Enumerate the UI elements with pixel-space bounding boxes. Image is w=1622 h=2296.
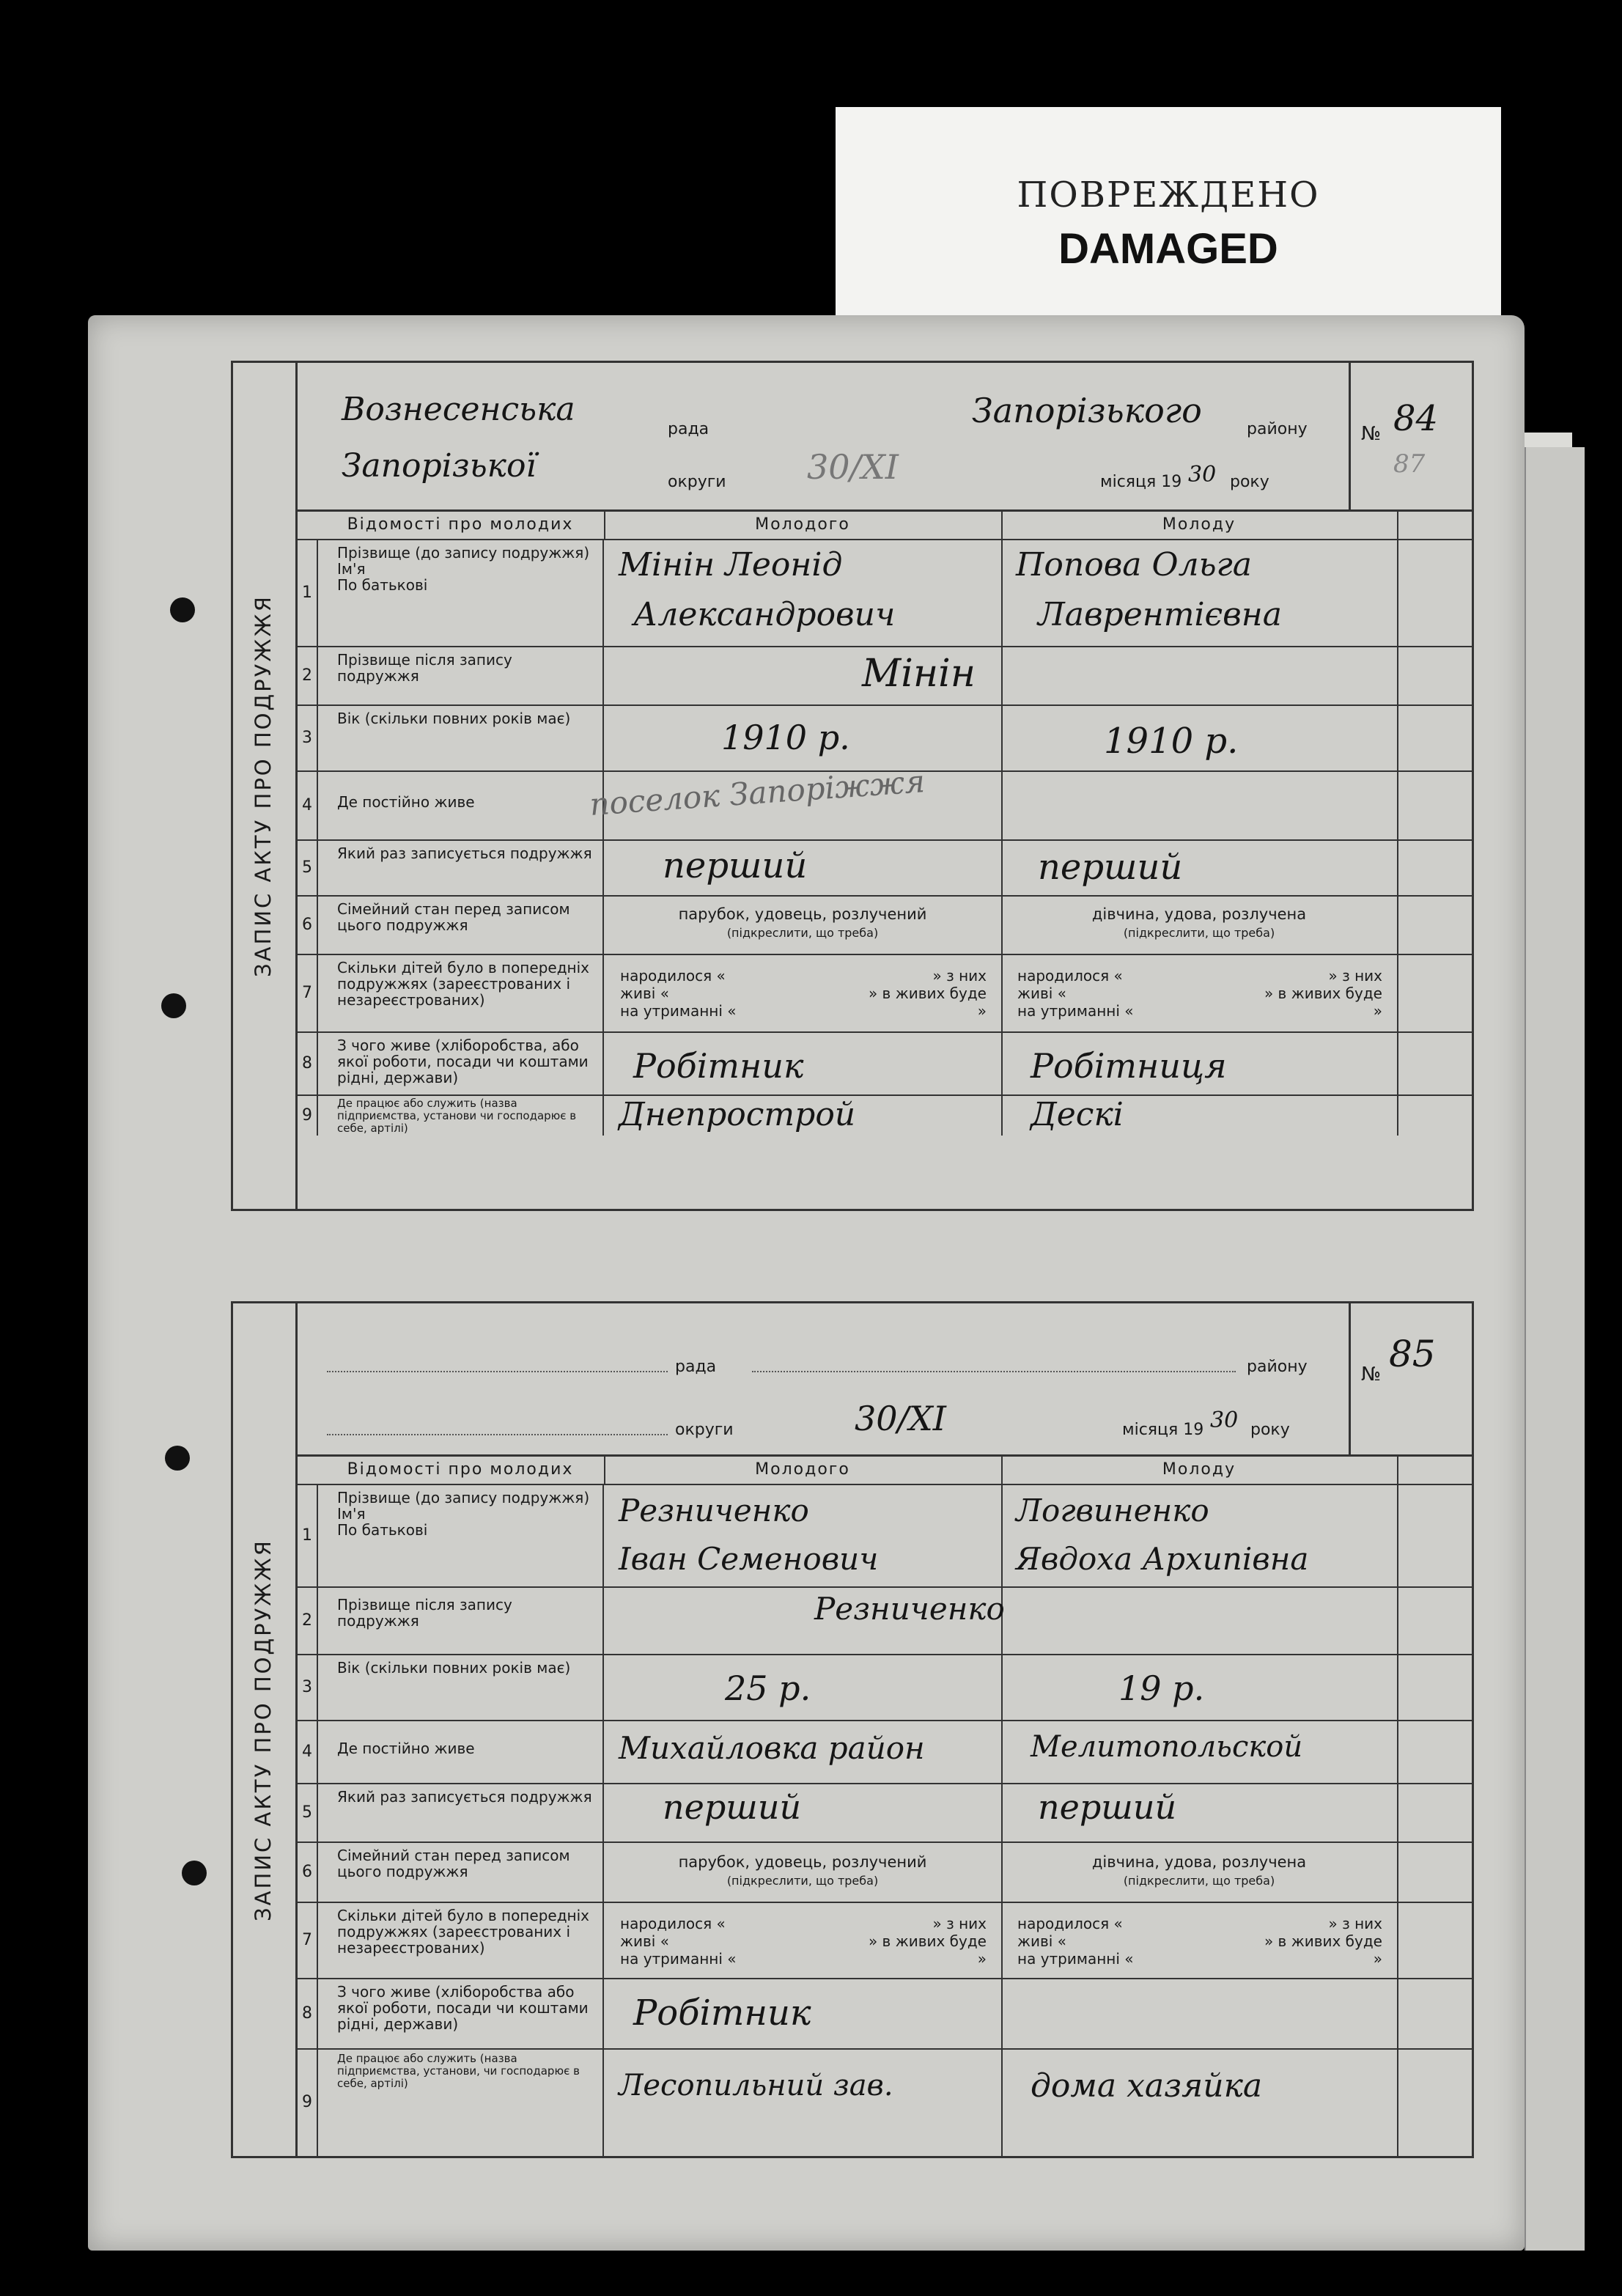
groom-name-line-1: Мінін Леонід — [619, 546, 843, 584]
row-question: Де працює або служить (назва підприємства, установи, чи господарює в себе, артілі) — [317, 2048, 604, 2156]
record-date: 30/XI — [807, 447, 899, 487]
groom-cell — [604, 895, 1003, 954]
groom-cell — [604, 704, 1003, 770]
bride-cell — [1001, 1094, 1398, 1136]
bride-times: перший — [1038, 1787, 1177, 1827]
record-side-title: ЗАПИС АКТУ ПРО ПОДРУЖЖЯ — [231, 363, 298, 1209]
bride-cell — [1001, 539, 1398, 646]
residence-bride: Мелитопольской — [1031, 1730, 1303, 1764]
record-header — [298, 363, 1472, 512]
bride-children-line: живі « » в живих буде — [1017, 1932, 1382, 1950]
row-question: Прізвище (до запису подружжя) Ім'я По батькові — [317, 539, 604, 646]
table-row — [298, 1484, 1472, 1588]
row-number: 1 — [298, 1484, 318, 1586]
row-question: Де працює або служить (назва підприємства, установи чи господарює в себе, артілі) — [317, 1094, 604, 1136]
year-suffix: 30 — [1188, 462, 1217, 487]
record-table — [298, 1454, 1472, 2156]
extra-cell — [1397, 770, 1472, 839]
extra-cell — [1397, 1094, 1472, 1136]
col-groom-header: Молодого — [604, 1454, 1003, 1484]
row-number: 7 — [298, 954, 318, 1031]
groom-name-line-2: Александрович — [633, 596, 896, 633]
groom-marital-options: парубок, удовець, розлучений — [678, 1853, 927, 1871]
groom-cell — [604, 1978, 1003, 2048]
row-number: 5 — [298, 839, 318, 895]
groom-cell — [604, 839, 1003, 895]
okruha-blank — [327, 1434, 668, 1435]
bride-cell — [1001, 704, 1398, 770]
bride-cell — [1001, 1484, 1398, 1586]
bride-marital-options: дівчина, удова, розлучена — [1091, 1853, 1307, 1871]
bride-cell — [1001, 2048, 1398, 2156]
marriage-record-85 — [231, 1301, 1474, 2158]
record-number-mark: 87 — [1393, 449, 1426, 479]
table-row — [298, 1841, 1472, 1903]
bride-cell — [1001, 646, 1398, 704]
row-question: Вік (скільки повних років має) — [317, 704, 604, 770]
table-row — [298, 1586, 1472, 1655]
table-row — [298, 1720, 1472, 1784]
residence-groom: Михайловка район — [619, 1730, 925, 1766]
groom-cell — [604, 1654, 1003, 1720]
row-question: Сімейний стан перед записом цього подружжя — [317, 1841, 604, 1902]
groom-workplace: Лесопильний зав. — [619, 2069, 893, 2102]
col-bride-header: Молоду — [1001, 509, 1398, 539]
raion-name: Запорізького — [972, 391, 1202, 430]
row-number: 2 — [298, 1586, 318, 1654]
groom-children-line: народилося « » з них — [620, 967, 987, 985]
row-number: 3 — [298, 704, 318, 770]
groom-marital-options: парубок, удовець, розлучений — [678, 905, 927, 923]
year-suffix: 30 — [1210, 1408, 1239, 1433]
groom-cell — [604, 1783, 1003, 1841]
label-line-1: ПОВРЕЖДЕНО — [1017, 174, 1320, 216]
bride-age: 19 р. — [1118, 1668, 1205, 1708]
groom-living: Робітник — [633, 1046, 804, 1086]
col-groom-header: Молодого — [604, 509, 1003, 539]
groom-cell — [588, 763, 1003, 839]
row-question: Де постійно живе — [317, 1720, 604, 1783]
groom-cell — [604, 1031, 1003, 1094]
extra-cell — [1397, 1031, 1472, 1094]
table-header-row — [298, 1454, 1472, 1485]
groom-cell — [604, 1720, 1003, 1783]
record-number-box — [1349, 1303, 1472, 1454]
groom-cell — [604, 1484, 1003, 1586]
row-number: 3 — [298, 1654, 318, 1720]
bride-cell — [1001, 1654, 1398, 1720]
groom-times: перший — [663, 1787, 802, 1827]
extra-cell — [1397, 954, 1472, 1031]
row-number: 8 — [298, 1031, 318, 1094]
table-row — [298, 2048, 1472, 2156]
bride-cell — [1001, 839, 1398, 895]
row-question: Скільки дітей було в попередніх подружжях (зареєстрованих і незареєстрованих) — [317, 954, 604, 1031]
raion-label: району — [1247, 420, 1308, 438]
bride-children-line: народилося « » з них — [1017, 967, 1382, 985]
extra-cell — [1397, 1654, 1472, 1720]
row-question: Який раз записується подружжя — [317, 1783, 604, 1841]
punch-hole — [165, 1446, 190, 1471]
underline-note: (підкреслити, що треба) — [1123, 926, 1275, 940]
groom-cell — [604, 1094, 1003, 1136]
row-question: Прізвище (до запису подружжя) Ім'я По батькові — [317, 1484, 604, 1586]
rada-name: Вознесенська — [342, 391, 575, 428]
col-bride-header: Молоду — [1001, 1454, 1398, 1484]
row-number: 6 — [298, 895, 318, 954]
table-row — [298, 839, 1472, 897]
groom-cell — [604, 1902, 1003, 1978]
record-number-box — [1349, 363, 1472, 509]
extra-cell — [1397, 539, 1472, 646]
record-header — [298, 1303, 1472, 1457]
groom-name-line-2: Іван Семенович — [619, 1541, 879, 1577]
groom-times: перший — [663, 845, 808, 886]
row-question: З чого живе (хліборобства або якої роботи, посади чи коштами рідні, держави) — [317, 1978, 604, 2048]
row-question: Вік (скільки повних років має) — [317, 1654, 604, 1720]
extra-cell — [1397, 1841, 1472, 1902]
row-question: З чого живе (хліборобства, або якої роботи, посади чи коштами рідні, держави) — [317, 1031, 604, 1094]
row-number: 4 — [298, 770, 318, 839]
bride-cell — [1001, 1031, 1398, 1094]
bride-children-line: на утриманні « » — [1017, 1950, 1382, 1968]
bride-workplace: Дескі — [1031, 1096, 1124, 1133]
row-question: Скільки дітей було в попередніх подружжях (зареєстрованих і незареєстрованих) — [317, 1902, 604, 1978]
table-row — [298, 704, 1472, 772]
table-row — [298, 1978, 1472, 2050]
punch-hole — [182, 1861, 207, 1885]
row-number: 9 — [298, 2048, 318, 2156]
bride-cell — [1001, 1586, 1398, 1654]
row-number: 8 — [298, 1978, 318, 2048]
page-edge-back-2 — [1525, 447, 1585, 2251]
bride-name-line-1: Попова Ольга — [1016, 546, 1253, 584]
bride-cell — [1001, 1720, 1398, 1783]
bride-cell — [1001, 1978, 1398, 2048]
table-row — [298, 1094, 1472, 1136]
extra-cell — [1397, 704, 1472, 770]
bride-name-line-1: Логвиненко — [1016, 1493, 1209, 1528]
groom-living: Робітник — [633, 1993, 811, 2034]
row-question: Де постійно живе — [317, 770, 604, 839]
raion-blank — [752, 1371, 1236, 1372]
bride-cell — [1001, 1783, 1398, 1841]
okrugy-label: округи — [668, 473, 726, 491]
new-surname: Резниченко — [814, 1591, 1005, 1627]
record-date: 30/XI — [855, 1399, 946, 1438]
extra-cell — [1397, 1586, 1472, 1654]
okruha-name: Запорізької — [342, 447, 537, 485]
groom-cell — [604, 2048, 1003, 2156]
year-label: року — [1250, 1421, 1290, 1439]
row-question: Сімейний стан перед записом цього подружжя — [317, 895, 604, 954]
groom-children-line: народилося « » з них — [620, 1915, 987, 1932]
bride-cell — [1001, 895, 1398, 954]
table-row — [298, 539, 1472, 647]
table-row — [298, 763, 1472, 841]
raion-label: району — [1247, 1358, 1308, 1376]
number-prefix: № — [1361, 1364, 1382, 1386]
table-row — [298, 1783, 1472, 1843]
bride-name-line-2: Лаврентієвна — [1038, 596, 1283, 633]
bride-children-line: народилося « » з них — [1017, 1915, 1382, 1932]
row-number: 6 — [298, 1841, 318, 1902]
month-label: місяця 19 — [1100, 473, 1182, 491]
bride-cell — [1001, 954, 1398, 1031]
groom-age: 1910 р. — [721, 718, 850, 757]
row-number: 9 — [298, 1094, 318, 1136]
row-question: Прізвище після запису подружжя — [317, 1586, 604, 1654]
row-number: 1 — [298, 539, 318, 646]
bride-cell — [1001, 1841, 1398, 1902]
record-number: 84 — [1393, 398, 1439, 439]
table-row — [298, 954, 1472, 1033]
bride-cell — [1001, 770, 1398, 839]
underline-note: (підкреслити, що треба) — [726, 1874, 879, 1888]
bride-name-line-2: Явдоха Архипівна — [1016, 1541, 1309, 1577]
groom-children-line: живі « » в живих буде — [620, 985, 987, 1002]
groom-cell — [604, 1841, 1003, 1902]
bride-children-line: на утриманні « » — [1017, 1002, 1382, 1020]
groom-children-line: на утриманні « » — [620, 1950, 987, 1968]
bride-times: перший — [1038, 847, 1183, 888]
row-number: 7 — [298, 1902, 318, 1978]
okrugy-label: округи — [675, 1421, 734, 1439]
row-question: Який раз записується подружжя — [317, 839, 604, 895]
punch-hole — [170, 597, 195, 622]
year-label: року — [1230, 473, 1269, 491]
rada-label: рада — [675, 1358, 717, 1376]
extra-cell — [1397, 1978, 1472, 2048]
extra-cell — [1397, 2048, 1472, 2156]
record-table — [298, 509, 1472, 1209]
groom-name-line-1: Резниченко — [619, 1493, 809, 1528]
extra-cell — [1397, 646, 1472, 704]
extra-cell — [1397, 1902, 1472, 1978]
bride-living: Робітниця — [1031, 1046, 1227, 1086]
extra-cell — [1397, 839, 1472, 895]
marriage-record-84 — [231, 361, 1474, 1211]
record-side-title: ЗАПИС АКТУ ПРО ПОДРУЖЖЯ — [231, 1303, 298, 2156]
bride-children-line: живі « » в живих буде — [1017, 985, 1382, 1002]
bride-workplace: дома хазяйка — [1031, 2067, 1263, 2105]
month-label: місяця 19 — [1122, 1421, 1204, 1439]
label-line-2: DAMAGED — [1058, 225, 1278, 273]
new-surname: Мінін — [862, 652, 976, 696]
rada-blank — [327, 1371, 668, 1372]
damaged-label — [836, 107, 1501, 327]
row-number: 4 — [298, 1720, 318, 1783]
col-info-header: Відомості про молодих — [317, 1454, 605, 1484]
table-row — [298, 646, 1472, 706]
record-number: 85 — [1389, 1333, 1436, 1375]
bride-marital-options: дівчина, удова, розлучена — [1091, 905, 1307, 923]
table-row — [298, 1902, 1472, 1979]
underline-note: (підкреслити, що треба) — [1123, 1874, 1275, 1888]
groom-children-line: на утриманні « » — [620, 1002, 987, 1020]
row-number: 5 — [298, 1783, 318, 1841]
groom-cell — [604, 539, 1003, 646]
underline-note: (підкреслити, що треба) — [726, 926, 879, 940]
col-info-header: Відомості про молодих — [317, 509, 605, 539]
extra-cell — [1397, 1484, 1472, 1586]
table-row — [298, 895, 1472, 955]
groom-workplace: Днепрострой — [619, 1096, 856, 1133]
row-question: Прізвище після запису подружжя — [317, 646, 604, 704]
bride-cell — [1001, 1902, 1398, 1978]
extra-cell — [1397, 1720, 1472, 1783]
number-prefix: № — [1361, 423, 1382, 445]
groom-children-line: живі « » в живих буде — [620, 1932, 987, 1950]
row-number: 2 — [298, 646, 318, 704]
rada-label: рада — [668, 420, 709, 438]
extra-cell — [1397, 1783, 1472, 1841]
punch-hole — [161, 993, 186, 1018]
table-header-row — [298, 509, 1472, 540]
groom-cell — [604, 954, 1003, 1031]
residence: поселок Запоріжжя — [588, 763, 926, 823]
extra-cell — [1397, 895, 1472, 954]
bride-age: 1910 р. — [1104, 721, 1239, 762]
table-row — [298, 1654, 1472, 1721]
groom-age: 25 р. — [725, 1668, 811, 1708]
table-row — [298, 1031, 1472, 1096]
